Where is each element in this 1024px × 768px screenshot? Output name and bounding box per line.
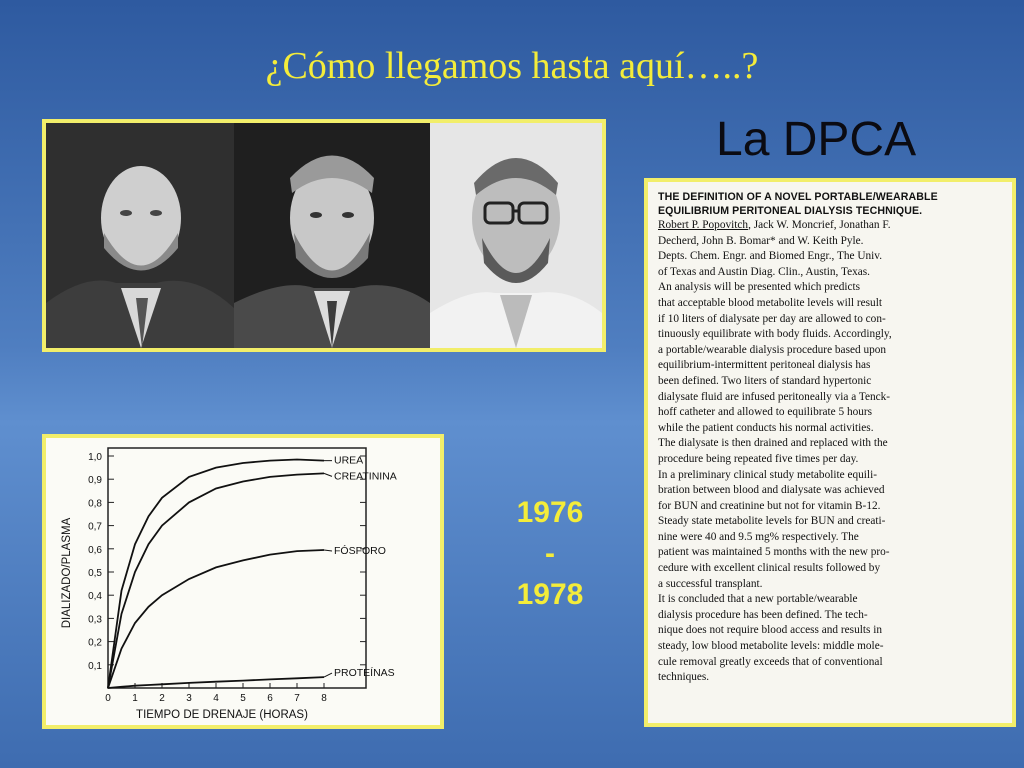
- abstract-body-line: dialysate fluid are infused peritoneally via a Tenck-: [658, 390, 891, 403]
- abstract-body-line: bration between blood and dialysate was achieved: [658, 484, 885, 497]
- abstract-body-line: techniques.: [658, 671, 710, 684]
- abstract-body-line: tinuously equilibrate with body fluids. Accordingly,: [658, 328, 892, 341]
- abstract-body-line: equilibrium-intermittent peritoneal dialysis has: [658, 359, 871, 372]
- abstract-body-line: nique does not require blood access and results in: [658, 624, 882, 637]
- x-tick-label: 2: [159, 693, 165, 704]
- abstract-body-line: procedure being repeated five times per day.: [658, 452, 859, 465]
- abstract-body-line: a portable/wearable dialysis procedure based upon: [658, 343, 887, 356]
- abstract-authors-line: [658, 218, 1002, 234]
- abstract-body-line: cule removal greatly exceeds that of conventional: [658, 655, 883, 668]
- abstract-body-line: cedure with excellent clinical results followed by: [658, 562, 881, 575]
- y-tick-label: 0,4: [88, 591, 102, 603]
- x-tick-label: 4: [213, 693, 219, 704]
- dialysate-chart: [46, 438, 440, 725]
- abstract-first-author: Robert P. Popovitch: [658, 219, 749, 231]
- year-range: [500, 492, 600, 615]
- abstract-body-line: , Jack W. Moncrief, Jonathan F.: [748, 219, 891, 231]
- abstract-body-line: Steady state metabolite levels for BUN and creati-: [658, 515, 886, 528]
- abstract-body-line: dialysis procedure has been defined. The tech-: [658, 608, 868, 621]
- series-label: UREA: [334, 454, 364, 467]
- portrait-1-photo: [46, 123, 234, 348]
- series-label: CREATININA: [334, 470, 397, 483]
- portrait-3-photo: [430, 123, 602, 348]
- x-tick-label: 3: [186, 693, 192, 704]
- y-tick-label: 0,5: [88, 568, 102, 579]
- graph-panel: [46, 438, 440, 725]
- plot-area: [108, 448, 366, 688]
- portrait-2-photo: [234, 123, 430, 348]
- y-tick-label: 0,8: [88, 498, 102, 510]
- year-separator: -: [545, 537, 555, 570]
- abstract-title-line: EQUILIBRIUM PERITONEAL DIALYSIS TECHNIQUE.: [658, 205, 923, 217]
- abstract-body-line: a successful transplant.: [658, 577, 763, 590]
- photo-strip: [46, 123, 602, 348]
- graph-frame: [42, 434, 444, 729]
- y-tick-label: 0,9: [88, 475, 102, 487]
- abstract-body-line: nine were 40 and 9.5 mg% respectively. The: [658, 530, 859, 543]
- abstract-body-line: An analysis will be presented which predicts: [658, 281, 861, 294]
- abstract-body-line: Depts. Chem. Engr. and Biomed Engr., The Univ.: [658, 250, 883, 263]
- year-end: 1978: [516, 578, 584, 611]
- x-tick-label: 5: [240, 693, 246, 704]
- x-axis-label: TIEMPO DE DRENAJE (HORAS): [136, 709, 308, 721]
- y-tick-label: 0,2: [88, 637, 102, 649]
- abstract-body-line: It is concluded that a new portable/wearable: [658, 593, 858, 606]
- y-tick-label: 0,6: [88, 544, 102, 556]
- series-label: FÓSFORO: [334, 544, 386, 557]
- x-tick-label: 7: [294, 693, 300, 704]
- y-tick-label: 0,7: [88, 521, 102, 533]
- abstract-body-line: for BUN and creatinine but not for vitamin B-12.: [658, 499, 881, 512]
- abstract-text: [648, 182, 1012, 723]
- y-axis-label: DIALIZADO/PLASMA: [61, 517, 73, 629]
- abstract-body: [658, 234, 1002, 686]
- x-tick-label: 0: [105, 693, 111, 704]
- abstract-body-line: of Texas and Austin Diag. Clin., Austin, Texas.: [658, 265, 871, 278]
- series-label-leader: [324, 473, 332, 476]
- y-tick-label: 0,3: [88, 614, 102, 626]
- abstract-body-line: hoff catheter and allowed to equilibrate 5 hours: [658, 406, 873, 419]
- series-label-leader: [324, 550, 332, 551]
- slide-title: ¿Cómo llegamos hasta aquí…..?: [265, 45, 759, 87]
- series-line-fósforo: [108, 550, 324, 688]
- series-label: PROTEÍNAS: [334, 667, 395, 680]
- x-tick-label: 8: [321, 693, 327, 704]
- abstract-frame: [644, 178, 1016, 727]
- photo-frame: [42, 119, 606, 352]
- abstract-body-line: been defined. Two liters of standard hypertonic: [658, 374, 872, 387]
- year-start: 1976: [516, 496, 584, 529]
- y-tick-label: 0,1: [88, 660, 102, 672]
- abstract-body-line: In a preliminary clinical study metabolite equili-: [658, 468, 877, 481]
- x-tick-label: 6: [267, 693, 273, 704]
- x-tick-label: 1: [132, 693, 138, 704]
- series-line-urea: [108, 460, 324, 689]
- abstract-body-line: patient was maintained 5 months with the new pro-: [658, 546, 890, 559]
- abstract-body-line: that acceptable blood metabolite levels will result: [658, 296, 882, 309]
- y-tick-label: 1,0: [88, 452, 102, 463]
- abstract-title-line: THE DEFINITION OF A NOVEL PORTABLE/WEARABLE: [658, 191, 938, 203]
- abstract-body-line: if 10 liters of dialysate per day are allowed to con-: [658, 312, 886, 325]
- slide-heading: La DPCA: [716, 113, 917, 166]
- series-label-leader: [324, 673, 332, 677]
- abstract-body-line: while the patient conducts his normal activities.: [658, 421, 874, 434]
- abstract-body-line: steady, low blood metabolite levels: middle mole-: [658, 640, 884, 653]
- abstract-body-line: Decherd, John B. Bomar* and W. Keith Pyle.: [658, 234, 864, 247]
- series-line-creatinina: [108, 473, 324, 688]
- abstract-body-line: The dialysate is then drained and replaced with the: [658, 437, 888, 450]
- abstract-title: [658, 190, 1002, 218]
